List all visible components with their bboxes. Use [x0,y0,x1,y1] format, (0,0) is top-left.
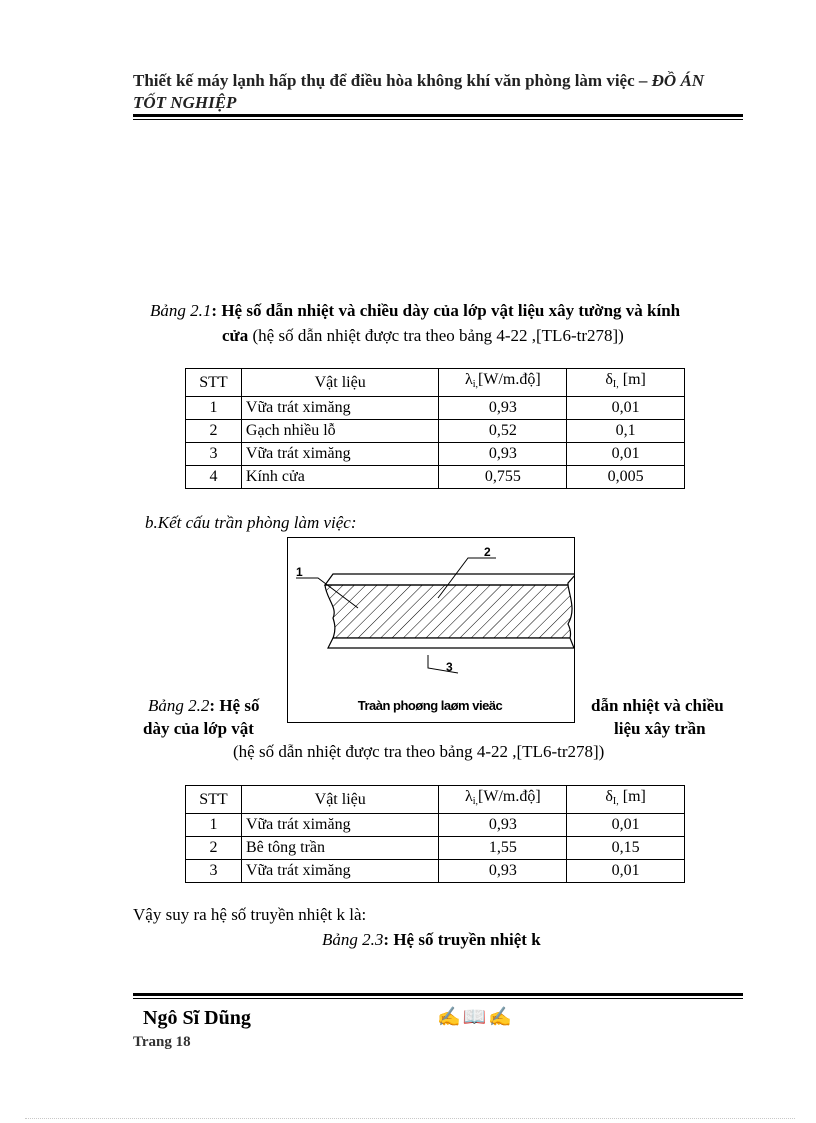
figure-label-1: 1 [296,565,303,579]
table1-header-delta [567,369,685,397]
figure-caption: Traàn phoøng laøm vieäc [357,698,503,713]
cell-delta: 0,1 [567,420,685,443]
table2-caption-title-c: dày của lớp vật [143,719,254,738]
section-b-heading: b.Kết cấu trần phòng làm việc: [145,513,357,532]
table2-caption-note: (hệ số dẫn nhiệt được tra theo bảng 4-22 ,[TL6-tr278]) [233,742,605,761]
table1-caption-line1 [150,300,750,322]
table2-caption-title-d: liệu xây trần [614,719,706,738]
table2-header-material: Vật liệu [241,786,439,814]
page-bottom-dotted-line [25,1118,795,1120]
figure-label-2: 2 [484,545,491,559]
table3-caption-title: Hệ số truyền nhiệt k [393,930,541,949]
lambda-subscript: i, [472,796,479,807]
delta-unit: [m] [618,788,646,805]
table-row [186,397,685,420]
cell-delta: 0,01 [567,814,685,837]
table2-header-lambda [439,786,567,814]
footer-page-number: Trang 18 [133,1034,191,1050]
figure-label-3: 3 [446,660,453,674]
lambda-unit: [W/m.độ] [478,371,541,388]
ceiling-diagram [288,538,574,722]
table2-caption-part1 [148,695,259,717]
cell-delta: 0,15 [567,837,685,860]
bottom-plaster-layer [328,638,574,648]
cell-material: Vữa trát ximăng [241,814,439,837]
page-header-title [133,70,743,114]
cell-material: Vữa trát ximăng [241,443,439,466]
table2-caption-part4 [614,718,706,740]
footer-author: Ngô Sĩ Dũng [143,1007,251,1029]
table1-caption-title: Hệ số dẫn nhiệt và chiều dày của lớp vật liệu xây tường và kính [221,301,681,320]
table-row [186,443,685,466]
cell-material: Vữa trát ximăng [241,860,439,883]
table2-caption-colon: : [209,696,216,715]
table1-header-material: Vật liệu [241,369,439,397]
lambda-subscript: i, [472,379,479,390]
table1-caption-line2 [222,325,762,347]
cell-stt: 3 [186,443,242,466]
table-row [186,466,685,489]
lambda-symbol: λ [464,371,473,388]
leader-line-3 [428,655,458,673]
cell-stt: 3 [186,860,242,883]
ceiling-figure [287,537,575,723]
table-row [186,860,685,883]
table-row [186,420,685,443]
cell-lambda: 1,55 [439,837,567,860]
table3-caption-label: Bảng 2.3 [322,930,384,949]
cell-delta: 0,01 [567,860,685,883]
cell-stt: 1 [186,397,242,420]
lambda-symbol: λ [465,788,473,805]
header-separator: – [638,71,648,90]
cell-lambda: 0,52 [439,420,567,443]
delta-symbol: δ [605,788,613,805]
footer-book-pen-icon: ✍📖✍ [437,1007,514,1028]
table3-caption [322,929,541,951]
cell-delta: 0,01 [567,443,685,466]
footer-rule-thick [133,993,743,996]
delta-symbol: δ [605,371,613,388]
lambda-unit: [W/m.độ] [478,788,541,805]
table1-header-stt: STT [186,369,242,397]
table1-caption-note: (hệ số dẫn nhiệt được tra theo bảng 4-22 ,[TL6-tr278]) [252,326,624,345]
table1-header-lambda [439,369,567,397]
table1-caption-colon: : [211,301,218,320]
table2-header-stt: STT [186,786,242,814]
table1-caption-title-end: cửa [222,326,249,345]
delta-unit: [m] [618,371,646,388]
table1-header-row [186,369,685,397]
cell-stt: 2 [186,837,242,860]
cell-material: Kính cửa [241,466,439,489]
cell-stt: 1 [186,814,242,837]
table2-caption-title-b: dẫn nhiệt và chiều [591,696,724,715]
table2-caption-part3 [143,718,254,740]
conclusion-text: Vậy suy ra hệ số truyền nhiệt k là: [133,905,367,924]
cell-material: Gạch nhiều lỗ [241,420,439,443]
concrete-layer [325,585,572,638]
table2-caption-label: Bảng 2.2 [148,696,210,715]
table2-header-delta [567,786,685,814]
table2-caption-part2 [591,695,724,717]
header-tag-line1: ĐỒ ÁN [651,71,705,90]
cell-lambda: 0,93 [439,814,567,837]
table-row [186,814,685,837]
cell-delta: 0,01 [567,397,685,420]
footer-rule-thin [133,998,743,999]
header-rule-thin [133,119,743,120]
delta-subscript: I, [612,379,619,390]
table2-caption-title-a: Hệ số [219,696,260,715]
header-tag-line2: TỐT NGHIỆP [133,93,237,112]
table2 [185,785,685,883]
table3-caption-colon: : [383,930,390,949]
cell-material: Vữa trát ximăng [241,397,439,420]
cell-lambda: 0,93 [439,443,567,466]
cell-lambda: 0,93 [439,860,567,883]
header-title-text: Thiết kế máy lạnh hấp thụ để điều hòa không khí văn phòng làm việc [133,71,635,90]
cell-stt: 2 [186,420,242,443]
header-rule-thick [133,114,743,117]
table1-caption-label: Bảng 2.1 [150,301,212,320]
table2-header-row [186,786,685,814]
cell-delta: 0,005 [567,466,685,489]
cell-lambda: 0,755 [439,466,567,489]
table1 [185,368,685,489]
cell-material: Bê tông trần [241,837,439,860]
delta-subscript: I, [612,796,619,807]
table-row [186,837,685,860]
cell-lambda: 0,93 [439,397,567,420]
cell-stt: 4 [186,466,242,489]
